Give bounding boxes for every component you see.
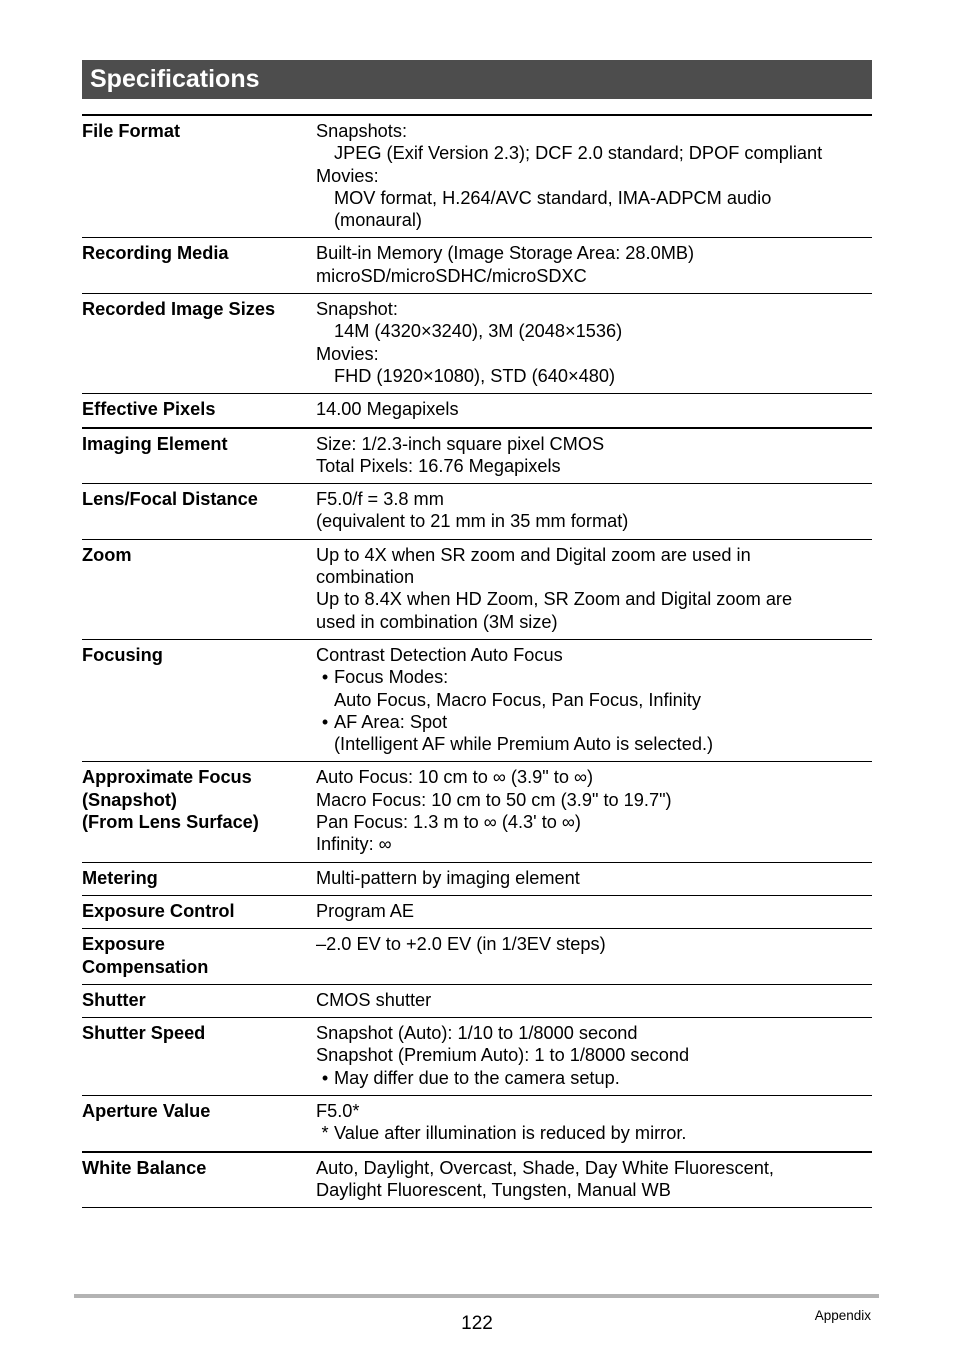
spec-value-line: Movies: — [316, 343, 379, 364]
spec-label — [82, 115, 316, 238]
spec-label — [82, 895, 316, 928]
spec-value-line: Up to 4X when SR zoom and Digital zoom are used in — [316, 544, 751, 565]
spec-value-line: Multi-pattern by imaging element — [316, 867, 580, 888]
spec-label-line: Lens/Focal Distance — [82, 489, 258, 510]
spec-value — [316, 394, 872, 428]
spec-value-line: Contrast Detection Auto Focus — [316, 644, 563, 665]
spec-row — [82, 862, 872, 895]
spec-label — [82, 984, 316, 1017]
spec-value-line: Built-in Memory (Image Storage Area: 28.0MB) — [316, 243, 695, 264]
spec-value-line: FHD (1920×1080), STD (640×480) — [334, 365, 616, 386]
spec-label-line: (Snapshot) — [82, 789, 177, 810]
spec-value-line: Up to 8.4X when HD Zoom, SR Zoom and Digital zoom are — [316, 589, 793, 610]
page-number: 122 — [461, 1313, 493, 1334]
spec-value — [316, 484, 872, 540]
spec-label-line: Shutter — [82, 989, 146, 1010]
spec-bullet-line — [316, 666, 872, 688]
spec-table-body — [82, 115, 872, 1208]
spec-row — [82, 539, 872, 639]
spec-row — [82, 484, 872, 540]
spec-label — [82, 1095, 316, 1151]
spec-bullet-line — [316, 1122, 872, 1144]
spec-value-line: Total Pixels: 16.76 Megapixels — [316, 455, 561, 476]
spec-value — [316, 115, 872, 238]
spec-row — [82, 1152, 872, 1208]
spec-value — [316, 984, 872, 1017]
spec-label-line: Shutter Speed — [82, 1023, 206, 1044]
spec-value — [316, 294, 872, 394]
spec-value-line: used in combination (3M size) — [316, 611, 558, 632]
spec-bullet-text: Value after illumination is reduced by mirror. — [334, 1123, 687, 1144]
spec-label — [82, 484, 316, 540]
spec-value-line: Auto, Daylight, Overcast, Shade, Day White Fluorescent, — [316, 1157, 774, 1178]
spec-value — [316, 1018, 872, 1096]
spec-label — [82, 238, 316, 294]
spec-value-line: –2.0 EV to +2.0 EV (in 1/3EV steps) — [316, 934, 606, 955]
spec-row — [82, 294, 872, 394]
asterisk-mark: * — [321, 1123, 329, 1144]
spec-row — [82, 895, 872, 928]
spec-label-line: Exposure — [82, 934, 165, 955]
spec-value — [316, 1095, 872, 1151]
spec-value-line: JPEG (Exif Version 2.3); DCF 2.0 standard; DPOF compliant — [334, 143, 823, 164]
spec-label — [82, 862, 316, 895]
spec-label — [82, 762, 316, 862]
spec-value-line: microSD/microSDHC/microSDXC — [316, 265, 587, 286]
spec-label-line: Aperture Value — [82, 1100, 211, 1121]
spec-row — [82, 1095, 872, 1151]
bullet-mark: • — [321, 1067, 329, 1088]
spec-value-line: Infinity: ∞ — [316, 834, 392, 855]
spec-label-line: Metering — [82, 867, 158, 888]
spec-value-line: 14.00 Megapixels — [316, 399, 459, 420]
spec-row — [82, 762, 872, 862]
spec-value-line: CMOS shutter — [316, 989, 432, 1010]
spec-row — [82, 639, 872, 761]
spec-value-line: F5.0/f = 3.8 mm — [316, 489, 444, 510]
spec-label — [82, 539, 316, 639]
section-label: Appendix — [814, 1308, 871, 1323]
spec-label — [82, 428, 316, 484]
spec-label-line: Imaging Element — [82, 433, 228, 454]
spec-row — [82, 1018, 872, 1096]
spec-value-line: Movies: — [316, 165, 379, 186]
spec-bullet-line — [316, 1067, 872, 1089]
spec-value-line: Program AE — [316, 900, 415, 921]
spec-row — [82, 115, 872, 238]
spec-row — [82, 984, 872, 1017]
spec-value — [316, 1152, 872, 1208]
spec-label-line: (From Lens Surface) — [82, 812, 259, 833]
spec-value-line: (equivalent to 21 mm in 35 mm format) — [316, 511, 629, 532]
spec-value-line: Pan Focus: 1.3 m to ∞ (4.3' to ∞) — [316, 812, 581, 833]
spec-value-line: (Intelligent AF while Premium Auto is selected.) — [334, 734, 714, 755]
spec-label-line: Focusing — [82, 644, 163, 665]
spec-value-line: Snapshot (Auto): 1/10 to 1/8000 second — [316, 1023, 638, 1044]
spec-label-line: Effective Pixels — [82, 399, 216, 420]
spec-table — [82, 114, 872, 1208]
spec-value — [316, 539, 872, 639]
spec-value — [316, 639, 872, 761]
footer-divider — [74, 1294, 879, 1298]
spec-bullet-text: Focus Modes: — [334, 667, 449, 688]
spec-label-line: Approximate Focus — [82, 767, 252, 788]
spec-value-line: (monaural) — [334, 210, 422, 231]
spec-value-line: combination — [316, 567, 415, 588]
spec-value-line: Snapshot: — [316, 299, 398, 320]
spec-label — [82, 929, 316, 985]
spec-row — [82, 929, 872, 985]
spec-value-line: Auto Focus, Macro Focus, Pan Focus, Infinity — [334, 689, 701, 710]
spec-label — [82, 1152, 316, 1208]
spec-value-line: Macro Focus: 10 cm to 50 cm (3.9" to 19.7") — [316, 789, 672, 810]
bullet-mark: • — [321, 667, 329, 688]
spec-value-line: Daylight Fluorescent, Tungsten, Manual WB — [316, 1179, 671, 1200]
spec-value-line: Size: 1/2.3-inch square pixel CMOS — [316, 433, 605, 454]
spec-value — [316, 862, 872, 895]
spec-label-line: Recorded Image Sizes — [82, 299, 276, 320]
page-title: Specifications — [90, 65, 260, 93]
spec-value-line: Snapshot (Premium Auto): 1 to 1/8000 second — [316, 1045, 690, 1066]
bullet-mark: • — [321, 711, 329, 732]
spec-label — [82, 1018, 316, 1096]
spec-bullet-line — [316, 711, 872, 733]
spec-value-line: F5.0* — [316, 1100, 360, 1121]
spec-label-line: Exposure Control — [82, 900, 235, 921]
spec-label-line: White Balance — [82, 1157, 207, 1178]
spec-row — [82, 394, 872, 428]
spec-label — [82, 394, 316, 428]
spec-label-line: Zoom — [82, 544, 132, 565]
spec-value-line: Auto Focus: 10 cm to ∞ (3.9" to ∞) — [316, 767, 594, 788]
spec-value — [316, 238, 872, 294]
spec-bullet-text: AF Area: Spot — [334, 711, 448, 732]
spec-label-line: Recording Media — [82, 243, 229, 264]
title-bar — [82, 60, 872, 99]
spec-value-line: MOV format, H.264/AVC standard, IMA-ADPCM audio — [334, 187, 772, 208]
spec-value — [316, 428, 872, 484]
spec-value — [316, 762, 872, 862]
spec-label-line: File Format — [82, 121, 181, 141]
spec-value-line: Snapshots: — [316, 121, 407, 141]
spec-row — [82, 428, 872, 484]
spec-value — [316, 895, 872, 928]
spec-label-line: Compensation — [82, 956, 209, 977]
spec-bullet-text: May differ due to the camera setup. — [334, 1067, 620, 1088]
spec-row — [82, 238, 872, 294]
spec-label — [82, 294, 316, 394]
spec-value-line: 14M (4320×3240), 3M (2048×1536) — [334, 321, 623, 342]
spec-value — [316, 929, 872, 985]
spec-label — [82, 639, 316, 761]
